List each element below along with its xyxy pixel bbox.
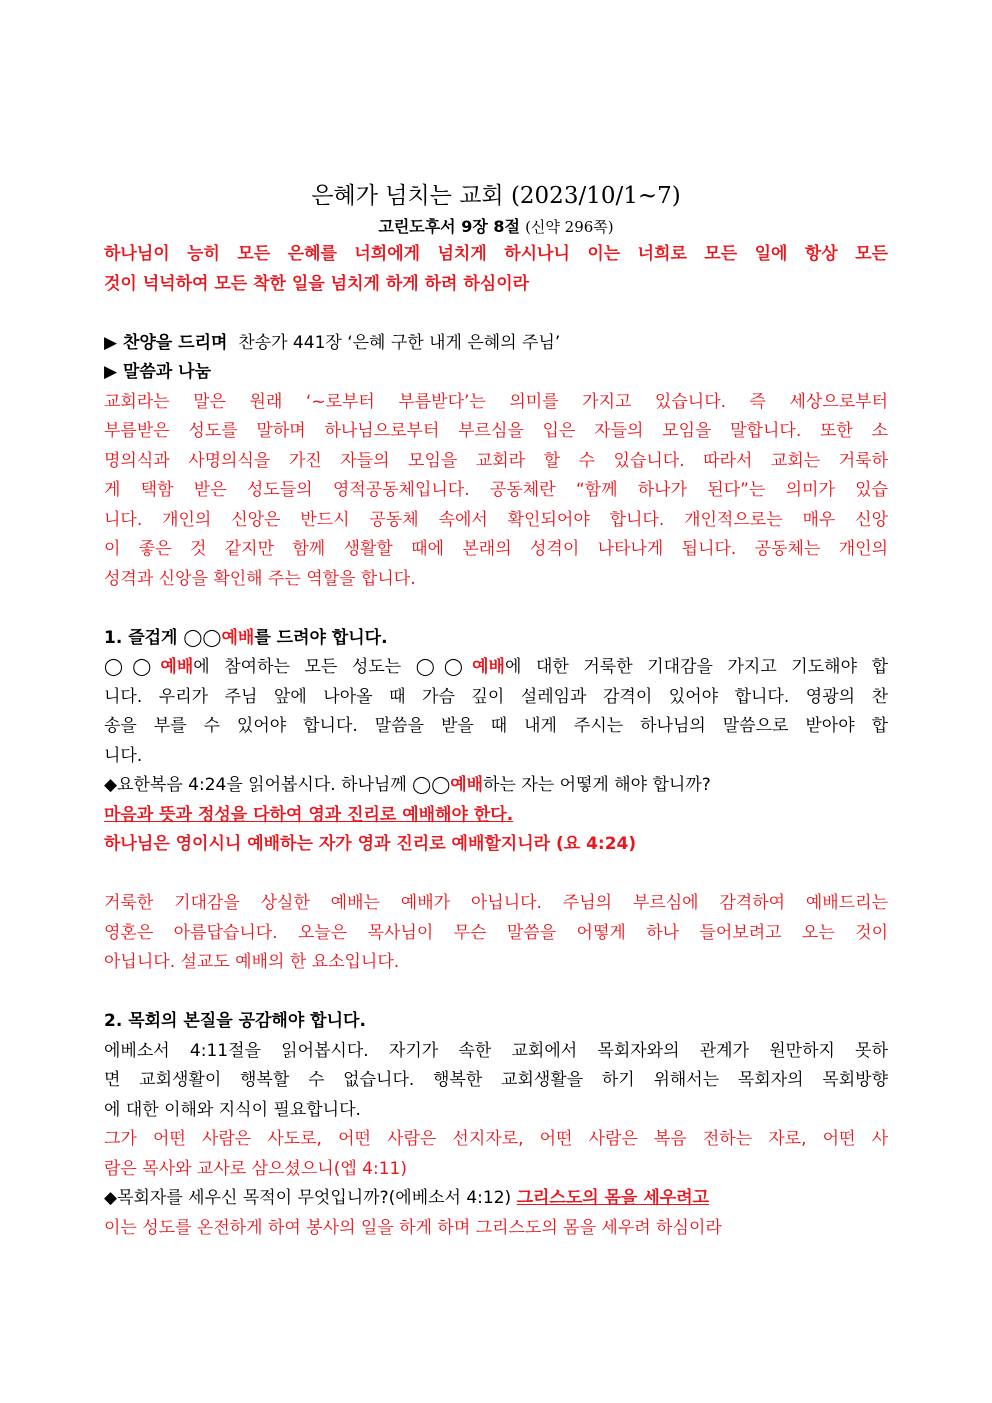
section2-heading: 2. 목회의 본질을 공감해야 합니다. [104,1011,366,1031]
section1-closing-3: 아닙니다. 설교도 예배의 한 요소입니다. [104,952,400,972]
section1-line-3: 송을 부를 수 있어야 합니다. 말씀을 받을 때 내게 주시는 하나님의 말씀으로 받아야 합 [104,716,888,736]
sharing-label: ▶ 말씀과 나눔 [104,362,212,382]
document-content [104,180,888,1243]
verse-line-1: 하나님이 능히 모든 은혜를 너희에게 넘치게 하시나니 이는 너희로 모든 일에 항상 모든 [104,244,888,264]
section2-scripture-2: 람은 목사와 교사로 삼으셨으니(엡 4:11) [104,1158,407,1179]
sharing-line-3: 명의식과 사명의식을 가진 자들의 모임을 교회라 할 수 있습니다. 따라서 교회는 거룩하 [104,450,888,471]
worship-word: 예배 [160,657,194,677]
scripture-page-ref: (신약 296쪽) [525,218,614,236]
spacer [104,978,888,1008]
section1-line-1 [104,653,888,683]
praise-text: 찬송가 441장 ‘은혜 구한 내게 은혜의 주님’ [238,332,561,353]
section2-line-3: 에 대한 이해와 지식이 필요합니다. [104,1099,361,1120]
worship-word: 예배 [450,775,484,795]
section1-heading-pre: 1. 즐겁게 ◯◯ [104,627,222,648]
sharing-line-6: 이 좋은 것 같지만 함께 생활할 때에 본래의 성격이 나타나게 됩니다. 공동체는 개인의 [104,539,888,559]
circle-marks: ◯◯ [104,657,161,677]
section1-question [104,771,888,801]
section1-line-1-mid: 에 참여하는 모든 성도는 ◯◯ [193,657,473,677]
scripture-ref: 고린도후서 9장 8절 [378,217,520,236]
sharing-line-4: 게 택함 받은 성도들의 영적공동체입니다. 공동체란 “함께 하나가 된다”는 의미가 있습 [104,480,888,500]
sharing-line-7: 성격과 신앙을 확인해 주는 역할을 합니다. [104,568,416,589]
section1-heading [104,624,888,654]
section1-closing-2: 영혼은 아름답습니다. 오늘은 목사님이 무슨 말씀을 어떻게 하나 들어보려고 오는 것이 [104,922,888,943]
section1-line-4: 니다. [104,745,143,766]
section1-answer: 마음과 뜻과 정성을 다하여 영과 진리로 예배해야 한다. [104,804,514,825]
section2-line-1: 에베소서 4:11절을 읽어봅시다. 자기가 속한 교회에서 목회자와의 관계가 원만하지 못하 [104,1040,888,1061]
section2-scripture-1: 그가 어떤 사람은 사도로, 어떤 사람은 선지자로, 어떤 사람은 복음 전하는 자로, 어떤 사 [104,1129,888,1149]
section2-answer: 그리스도의 몸을 세우려고 [516,1188,710,1208]
section2-scripture-3: 이는 성도를 온전하게 하여 봉사의 일을 하게 하며 그리스도의 몸을 세우려 하심이라 [104,1217,722,1238]
section1-question-pre: ◆요한복음 4:24을 읽어봅시다. 하나님께 ◯◯ [104,775,451,795]
spacer [104,860,888,890]
section1-scripture: 하나님은 영이시니 예배하는 자가 영과 진리로 예배할지니라 (요 4:24) [104,834,637,854]
section1-line-2: 니다. 우리가 주님 앞에 나아올 때 가슴 깊이 설레임과 감격이 있어야 합니다. 영광의 찬 [104,686,888,707]
page-title: 은혜가 넘치는 교회 (2023/10/1~7) [311,183,681,209]
spacer [104,594,888,624]
verse-line-2: 것이 넉넉하여 모든 착한 일을 넘치게 하게 하려 하심이라 [104,273,530,294]
section1-question-post: 하는 자는 어떻게 해야 합니까? [483,775,711,795]
praise-label: ▶ 찬양을 드리며 [104,332,228,353]
worship-word: 예배 [472,657,505,677]
section1-heading-post: 를 드려야 합니다. [254,627,388,648]
section1-closing-1: 거룩한 기대감을 상실한 예배는 예배가 아닙니다. 주님의 부르심에 감격하여 예배드리는 [104,893,888,913]
spacer [104,299,888,329]
section1-line-1-end: 에 대한 거룩한 기대감을 가지고 기도해야 합 [504,657,888,677]
section2-question: ◆목회자를 세우신 목적이 무엇입니까?(에베소서 4:12) [104,1188,512,1208]
scripture-reference [104,214,888,240]
sharing-line-5: 니다. 개인의 신앙은 반드시 공동체 속에서 확인되어야 합니다. 개인적으로는 매우 신앙 [104,509,888,530]
section1-heading-worship: 예배 [221,627,255,648]
section2-question-line [104,1184,888,1214]
sharing-line-1: 교회라는 말은 원래 ‘~로부터 부름받다’는 의미를 가지고 있습니다. 즉 세상으로부터 [104,391,888,412]
sharing-line-2: 부름받은 성도를 말하며 하나님으로부터 부르심을 입은 자들의 모임을 말합니다. 또한 소 [104,421,888,441]
section2-line-2: 면 교회생활이 행복할 수 없습니다. 행복한 교회생활을 하기 위해서는 목회자의 목회방향 [104,1070,888,1090]
praise-line [104,329,888,359]
